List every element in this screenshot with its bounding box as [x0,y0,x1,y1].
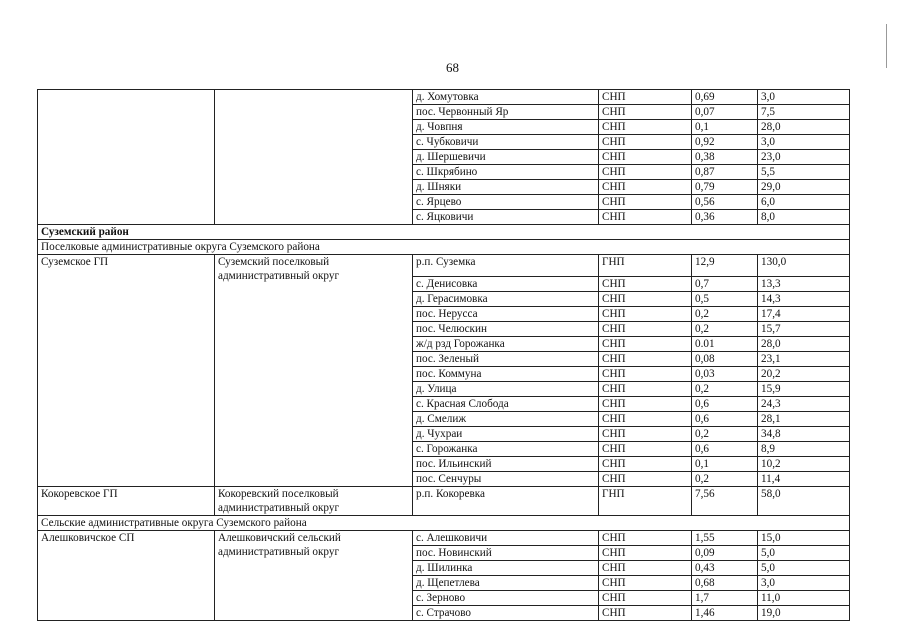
settlement-type: СНП [599,195,692,210]
settlement-name: с. Яцковичи [413,210,599,225]
settlement-area: 0,69 [692,90,758,105]
okrug-cell: Алешковичский сельский административный округ [215,531,413,621]
settlement-name: с. Красная Слобода [413,397,599,412]
settlement-area: 1,7 [692,591,758,606]
okrug-cell [215,90,413,225]
settlement-type: СНП [599,397,692,412]
settlement-name: д. Смелиж [413,412,599,427]
settlement-area: 0,6 [692,412,758,427]
okrug-cell: Суземский поселковый административный округ [215,255,413,487]
settlement-area: 0,6 [692,397,758,412]
settlement-type: СНП [599,165,692,180]
settlement-type: СНП [599,531,692,546]
settlement-type: СНП [599,135,692,150]
settlement-distance: 15,7 [758,322,850,337]
subheader-row [38,516,850,531]
settlement-area: 7,56 [692,487,758,516]
settlement-distance: 15,0 [758,531,850,546]
settlement-name: пос. Червонный Яр [413,105,599,120]
settlement-name: пос. Ильинский [413,457,599,472]
settlement-type: СНП [599,120,692,135]
settlement-name: пос. Сенчуры [413,472,599,487]
settlement-distance: 13,3 [758,277,850,292]
settlement-area: 0,68 [692,576,758,591]
settlement-distance: 5,0 [758,561,850,576]
settlement-type: СНП [599,442,692,457]
settlement-name: ж/д рзд Горожанка [413,337,599,352]
settlement-area: 0,6 [692,442,758,457]
municipality-cell [38,90,215,225]
table-row [38,531,850,546]
settlement-name: д. Шилинка [413,561,599,576]
table-row [38,255,850,277]
settlement-area: 0,2 [692,322,758,337]
settlement-distance: 20,2 [758,367,850,382]
settlement-distance: 14,3 [758,292,850,307]
settlement-name: пос. Нерусса [413,307,599,322]
settlement-type: СНП [599,427,692,442]
settlement-type: СНП [599,277,692,292]
settlement-name: д. Герасимовка [413,292,599,307]
settlement-area: 0,2 [692,427,758,442]
settlement-distance: 11,0 [758,591,850,606]
settlement-name: р.п. Кокоревка [413,487,599,516]
settlement-type: СНП [599,180,692,195]
settlement-area: 0,92 [692,135,758,150]
district-header-row [38,225,850,240]
settlement-area: 0.01 [692,337,758,352]
settlement-name: с. Шкрябино [413,165,599,180]
settlement-name: с. Чубковичи [413,135,599,150]
settlement-area: 0,5 [692,292,758,307]
settlement-name: пос. Новинский [413,546,599,561]
settlement-type: СНП [599,412,692,427]
settlement-area: 0,43 [692,561,758,576]
settlement-name: д. Улица [413,382,599,397]
settlement-type: СНП [599,210,692,225]
settlement-name: р.п. Суземка [413,255,599,277]
settlement-type: СНП [599,457,692,472]
settlement-distance: 10,2 [758,457,850,472]
settlement-type: СНП [599,337,692,352]
settlement-name: д. Щепетлева [413,576,599,591]
settlement-type: СНП [599,352,692,367]
settlement-distance: 6,0 [758,195,850,210]
settlement-area: 0,03 [692,367,758,382]
page-number: 68 [446,60,459,75]
settlement-type: СНП [599,591,692,606]
settlement-name: с. Денисовка [413,277,599,292]
settlement-area: 0,38 [692,150,758,165]
settlement-type: СНП [599,606,692,621]
settlement-type: СНП [599,546,692,561]
settlement-area: 12,9 [692,255,758,277]
settlement-area: 0,08 [692,352,758,367]
settlement-distance: 34,8 [758,427,850,442]
rural-okrug-subheader: Сельские административные округа Суземского района [38,516,850,531]
settlement-distance: 23,0 [758,150,850,165]
settlement-distance: 28,1 [758,412,850,427]
settlement-name: пос. Челюскин [413,322,599,337]
table-row [38,487,850,516]
settlement-type: СНП [599,90,692,105]
settlement-okrug-subheader: Поселковые административные округа Суземского района [38,240,850,255]
settlement-name: с. Страчово [413,606,599,621]
settlement-area: 0,2 [692,307,758,322]
settlement-area: 0,07 [692,105,758,120]
settlements-table [37,89,850,621]
settlement-name: д. Шершевичи [413,150,599,165]
settlement-type: СНП [599,472,692,487]
settlement-type: СНП [599,322,692,337]
settlement-name: д. Хомутовка [413,90,599,105]
settlement-name: с. Ярцево [413,195,599,210]
settlement-type: ГНП [599,255,692,277]
settlement-distance: 19,0 [758,606,850,621]
settlement-distance: 8,0 [758,210,850,225]
settlement-name: пос. Коммуна [413,367,599,382]
settlement-distance: 28,0 [758,120,850,135]
settlement-distance: 3,0 [758,90,850,105]
settlement-type: СНП [599,105,692,120]
settlement-area: 0,2 [692,382,758,397]
settlement-distance: 15,9 [758,382,850,397]
settlement-distance: 130,0 [758,255,850,277]
settlement-area: 0,87 [692,165,758,180]
settlement-name: пос. Зеленый [413,352,599,367]
settlement-name: д. Шняки [413,180,599,195]
settlement-distance: 11,4 [758,472,850,487]
settlement-area: 0,1 [692,457,758,472]
settlement-type: СНП [599,307,692,322]
settlement-type: СНП [599,367,692,382]
settlement-type: СНП [599,576,692,591]
settlement-area: 1,55 [692,531,758,546]
settlement-type: СНП [599,150,692,165]
settlement-area: 0,09 [692,546,758,561]
municipality-cell: Кокоревское ГП [38,487,215,516]
settlement-distance: 5,5 [758,165,850,180]
settlement-distance: 23,1 [758,352,850,367]
settlement-area: 0,2 [692,472,758,487]
settlement-distance: 3,0 [758,135,850,150]
margin-mark [886,24,887,68]
settlement-distance: 8,9 [758,442,850,457]
settlement-area: 1,46 [692,606,758,621]
municipality-cell: Суземское ГП [38,255,215,487]
settlement-area: 0,7 [692,277,758,292]
settlement-area: 0,79 [692,180,758,195]
district-title: Суземский район [38,225,850,240]
settlement-distance: 5,0 [758,546,850,561]
settlement-type: ГНП [599,487,692,516]
okrug-cell: Кокоревский поселковый административный округ [215,487,413,516]
settlement-type: СНП [599,561,692,576]
settlement-distance: 24,3 [758,397,850,412]
settlement-distance: 29,0 [758,180,850,195]
settlement-name: с. Зерново [413,591,599,606]
settlement-name: д. Човпня [413,120,599,135]
settlement-distance: 58,0 [758,487,850,516]
settlement-distance: 7,5 [758,105,850,120]
settlement-distance: 17,4 [758,307,850,322]
subheader-row [38,240,850,255]
settlement-area: 0,1 [692,120,758,135]
settlement-distance: 28,0 [758,337,850,352]
table-row [38,90,850,105]
settlement-type: СНП [599,382,692,397]
settlement-name: с. Горожанка [413,442,599,457]
settlement-type: СНП [599,292,692,307]
settlement-area: 0,56 [692,195,758,210]
settlement-name: с. Алешковичи [413,531,599,546]
municipality-cell: Алешковичское СП [38,531,215,621]
settlement-distance: 3,0 [758,576,850,591]
settlement-area: 0,36 [692,210,758,225]
settlement-name: д. Чухраи [413,427,599,442]
